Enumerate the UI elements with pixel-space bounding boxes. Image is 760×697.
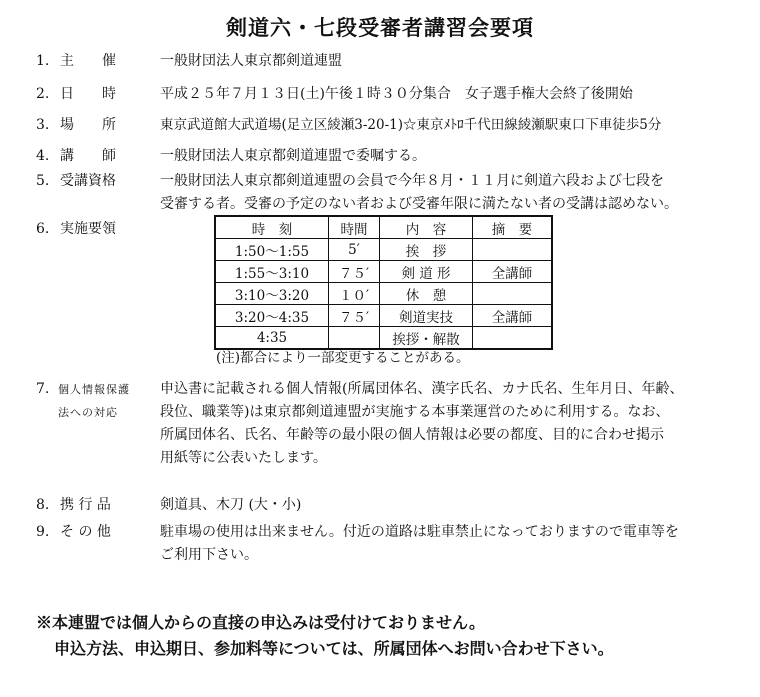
item-number: 4. — [36, 148, 50, 164]
cell-duration: ７５′ — [329, 305, 380, 327]
item-line: 受審する者。受審の予定のない者および受審年限に満たない者の受講は認めない。 — [160, 196, 678, 212]
cell-note — [473, 239, 553, 261]
schedule-header-row — [215, 216, 552, 239]
item-value — [160, 521, 679, 567]
cell-content: 挨拶・解散 — [380, 327, 473, 350]
item-value — [160, 170, 678, 216]
table-row — [215, 283, 552, 305]
item-value: 平成２５年７月１３日(土)午後１時３０分集合 女子選手権大会終了後開始 — [160, 86, 633, 102]
item-number: 6. — [36, 221, 50, 237]
item-number: 5. — [36, 173, 50, 189]
item-line: 申込書に記載される個人情報(所属団体名、漢字氏名、カナ氏名、生年月日、年齢、 — [160, 381, 684, 397]
item-value: 一般財団法人東京都剣道連盟 — [160, 53, 342, 69]
cell-note — [473, 283, 553, 305]
header-duration: 時間 — [329, 216, 380, 239]
item-label-line: 個人情報保護 — [58, 383, 130, 396]
cell-time: 1:55〜3:10 — [215, 261, 329, 283]
item-value: 東京武道館大武道場(足立区綾瀬3-20-1)☆東京ﾒﾄﾛ千代田線綾瀬駅東口下車徒歩5分 — [160, 117, 662, 133]
item-number: 1. — [36, 53, 50, 69]
cell-note: 全講師 — [473, 261, 553, 283]
document-title: 剣道六・七段受審者講習会要項 — [226, 15, 534, 40]
schedule-footnote: (注)都合により一部変更することがある。 — [216, 350, 470, 366]
cell-content: 休 憩 — [380, 283, 473, 305]
notice-line: 申込方法、申込期日、参加料等については、所属団体へお問い合わせ下さい。 — [54, 639, 614, 658]
notice-line: ※本連盟では個人からの直接の申込みは受付けておりません。 — [36, 613, 485, 632]
item-label: 主 催 — [60, 53, 116, 69]
item-number: 2. — [36, 86, 50, 102]
cell-duration: １０′ — [329, 283, 380, 305]
table-row — [215, 239, 552, 261]
item-label: そ の 他 — [60, 524, 111, 540]
table-row — [215, 305, 552, 327]
cell-content: 剣 道 形 — [380, 261, 473, 283]
item-line: 用紙等に公表いたします。 — [160, 450, 327, 466]
cell-content: 剣道実技 — [380, 305, 473, 327]
application-notice — [36, 610, 614, 662]
schedule-table — [214, 215, 553, 350]
item-value — [160, 378, 683, 470]
item-line: 一般財団法人東京都剣道連盟の会員で今年８月・１１月に剣道六段および七段を — [160, 173, 664, 189]
item-label: 受講資格 — [60, 173, 116, 189]
item-line: ご利用下さい。 — [160, 547, 258, 563]
item-line: 駐車場の使用は出来ません。付近の道路は駐車禁止になっておりますので電車等を — [160, 524, 679, 540]
item-number: 9. — [36, 524, 50, 540]
cell-time: 4:35 — [215, 327, 329, 350]
item-label: 講 師 — [60, 148, 116, 164]
cell-duration: 5′ — [329, 239, 380, 261]
cell-content: 挨 拶 — [380, 239, 473, 261]
cell-note: 全講師 — [473, 305, 553, 327]
item-label: 実施要領 — [60, 221, 116, 237]
cell-note — [473, 327, 553, 350]
header-note: 摘 要 — [473, 216, 553, 239]
cell-time: 1:50〜1:55 — [215, 239, 329, 261]
item-number: 8. — [36, 497, 50, 513]
cell-duration: ７５′ — [329, 261, 380, 283]
header-content: 内 容 — [380, 216, 473, 239]
item-label: 場 所 — [60, 117, 116, 133]
item-label: 日 時 — [60, 86, 116, 102]
item-label — [58, 378, 166, 424]
item-line: 段位、職業等)は東京都剣道連盟が実施する本事業運営のために利用する。なお、 — [160, 404, 670, 420]
table-row — [215, 261, 552, 283]
item-line: 所属団体名、氏名、年齢等の最小限の個人情報は必要の都度、目的に合わせ掲示 — [160, 427, 664, 443]
cell-time: 3:20〜4:35 — [215, 305, 329, 327]
item-label-line: 法への対応 — [58, 406, 118, 419]
item-label: 携 行 品 — [60, 497, 111, 513]
item-value: 剣道具、木刀 (大・小) — [160, 497, 302, 513]
header-time: 時 刻 — [215, 216, 329, 239]
cell-time: 3:10〜3:20 — [215, 283, 329, 305]
item-value: 一般財団法人東京都剣道連盟で委嘱する。 — [160, 148, 426, 164]
item-number: 3. — [36, 117, 50, 133]
item-number: 7. — [36, 381, 50, 397]
